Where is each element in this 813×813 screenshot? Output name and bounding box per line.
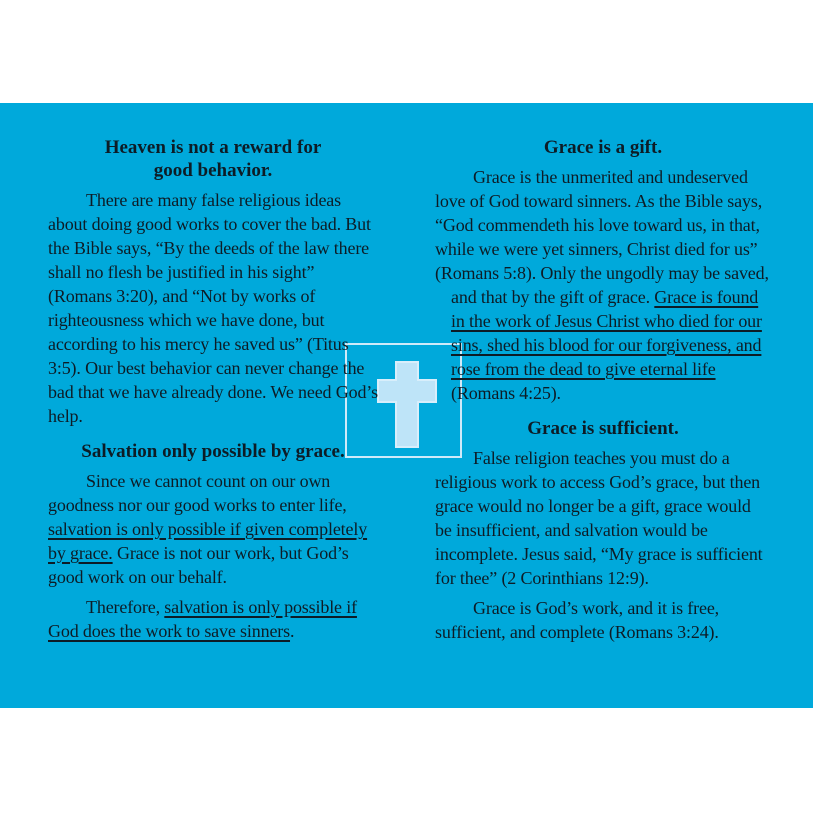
text-run: . xyxy=(290,621,295,641)
text-run: False religion teaches you must do a religious work to access God’s grace, but then grace would no longer be a gift, grace would be insufficient, and salvation would be incomplete. Jesus said, “My grace is sufficient for thee” (2 Corinthians 12:9). xyxy=(435,448,763,588)
paragraph-false-religion xyxy=(435,446,771,590)
text-run: Therefore, xyxy=(86,597,165,617)
right-column xyxy=(435,136,771,644)
paragraph-grace-is-gods-work xyxy=(435,596,771,644)
paragraph-grace-unmerited xyxy=(435,165,771,405)
paragraph-therefore xyxy=(48,595,378,643)
section-heading-salvation: Salvation only possible by grace. xyxy=(81,441,345,462)
text-run: Since we cannot count on our own goodness nor our good works to enter life, xyxy=(48,471,347,515)
text-run: There are many false religious ideas about doing good works to cover the bad. But the Bible says, “By the deeds of the law there shall no flesh be justified in his sight” (Romans 3:20), and “Not by works of righteousness which we have done, but according to his mercy he saved us” (Titus 3:5). Our best behavior can never change the bad that we have already done. We need God’s help. xyxy=(48,190,378,426)
cross-wrap-spacer xyxy=(435,285,451,403)
paragraph-since-we-cannot xyxy=(48,469,378,589)
text-run: (Romans 4:25). xyxy=(451,383,561,403)
text-run: Grace is not our work, but God’s good work on our behalf. xyxy=(48,543,349,587)
section-heading-heaven: Heaven is not a reward for good behavior. xyxy=(104,137,322,181)
paragraph-false-ideas xyxy=(48,188,378,428)
text-run: by the gift of grace. xyxy=(511,287,655,307)
content-columns xyxy=(48,136,771,644)
underlined-text: salvation is only possible if given completely by grace. xyxy=(48,519,368,563)
text-run: Grace is God’s work, and it is free, sufficient, and complete (Romans 3:24). xyxy=(435,598,720,642)
section-heading-sufficient: Grace is sufficient. xyxy=(527,418,679,439)
text-run: Grace is the unmerited and undeserved love of God toward sinners. As the Bible says, “God commendeth his love toward us, in that, while we were yet sinners, Christ died for us” (Romans 5:8). Only the ungodly may be saved, and that xyxy=(435,167,769,307)
underlined-text: Grace is found in the work of Jesus Christ who died for our sins, shed his blood for our forgiveness, and rose from the dead to give eternal life xyxy=(451,287,762,379)
left-column xyxy=(48,136,378,644)
underlined-text: salvation is only possible if God does the work to save sinners xyxy=(48,597,357,641)
section-heading-gift: Grace is a gift. xyxy=(543,137,663,158)
